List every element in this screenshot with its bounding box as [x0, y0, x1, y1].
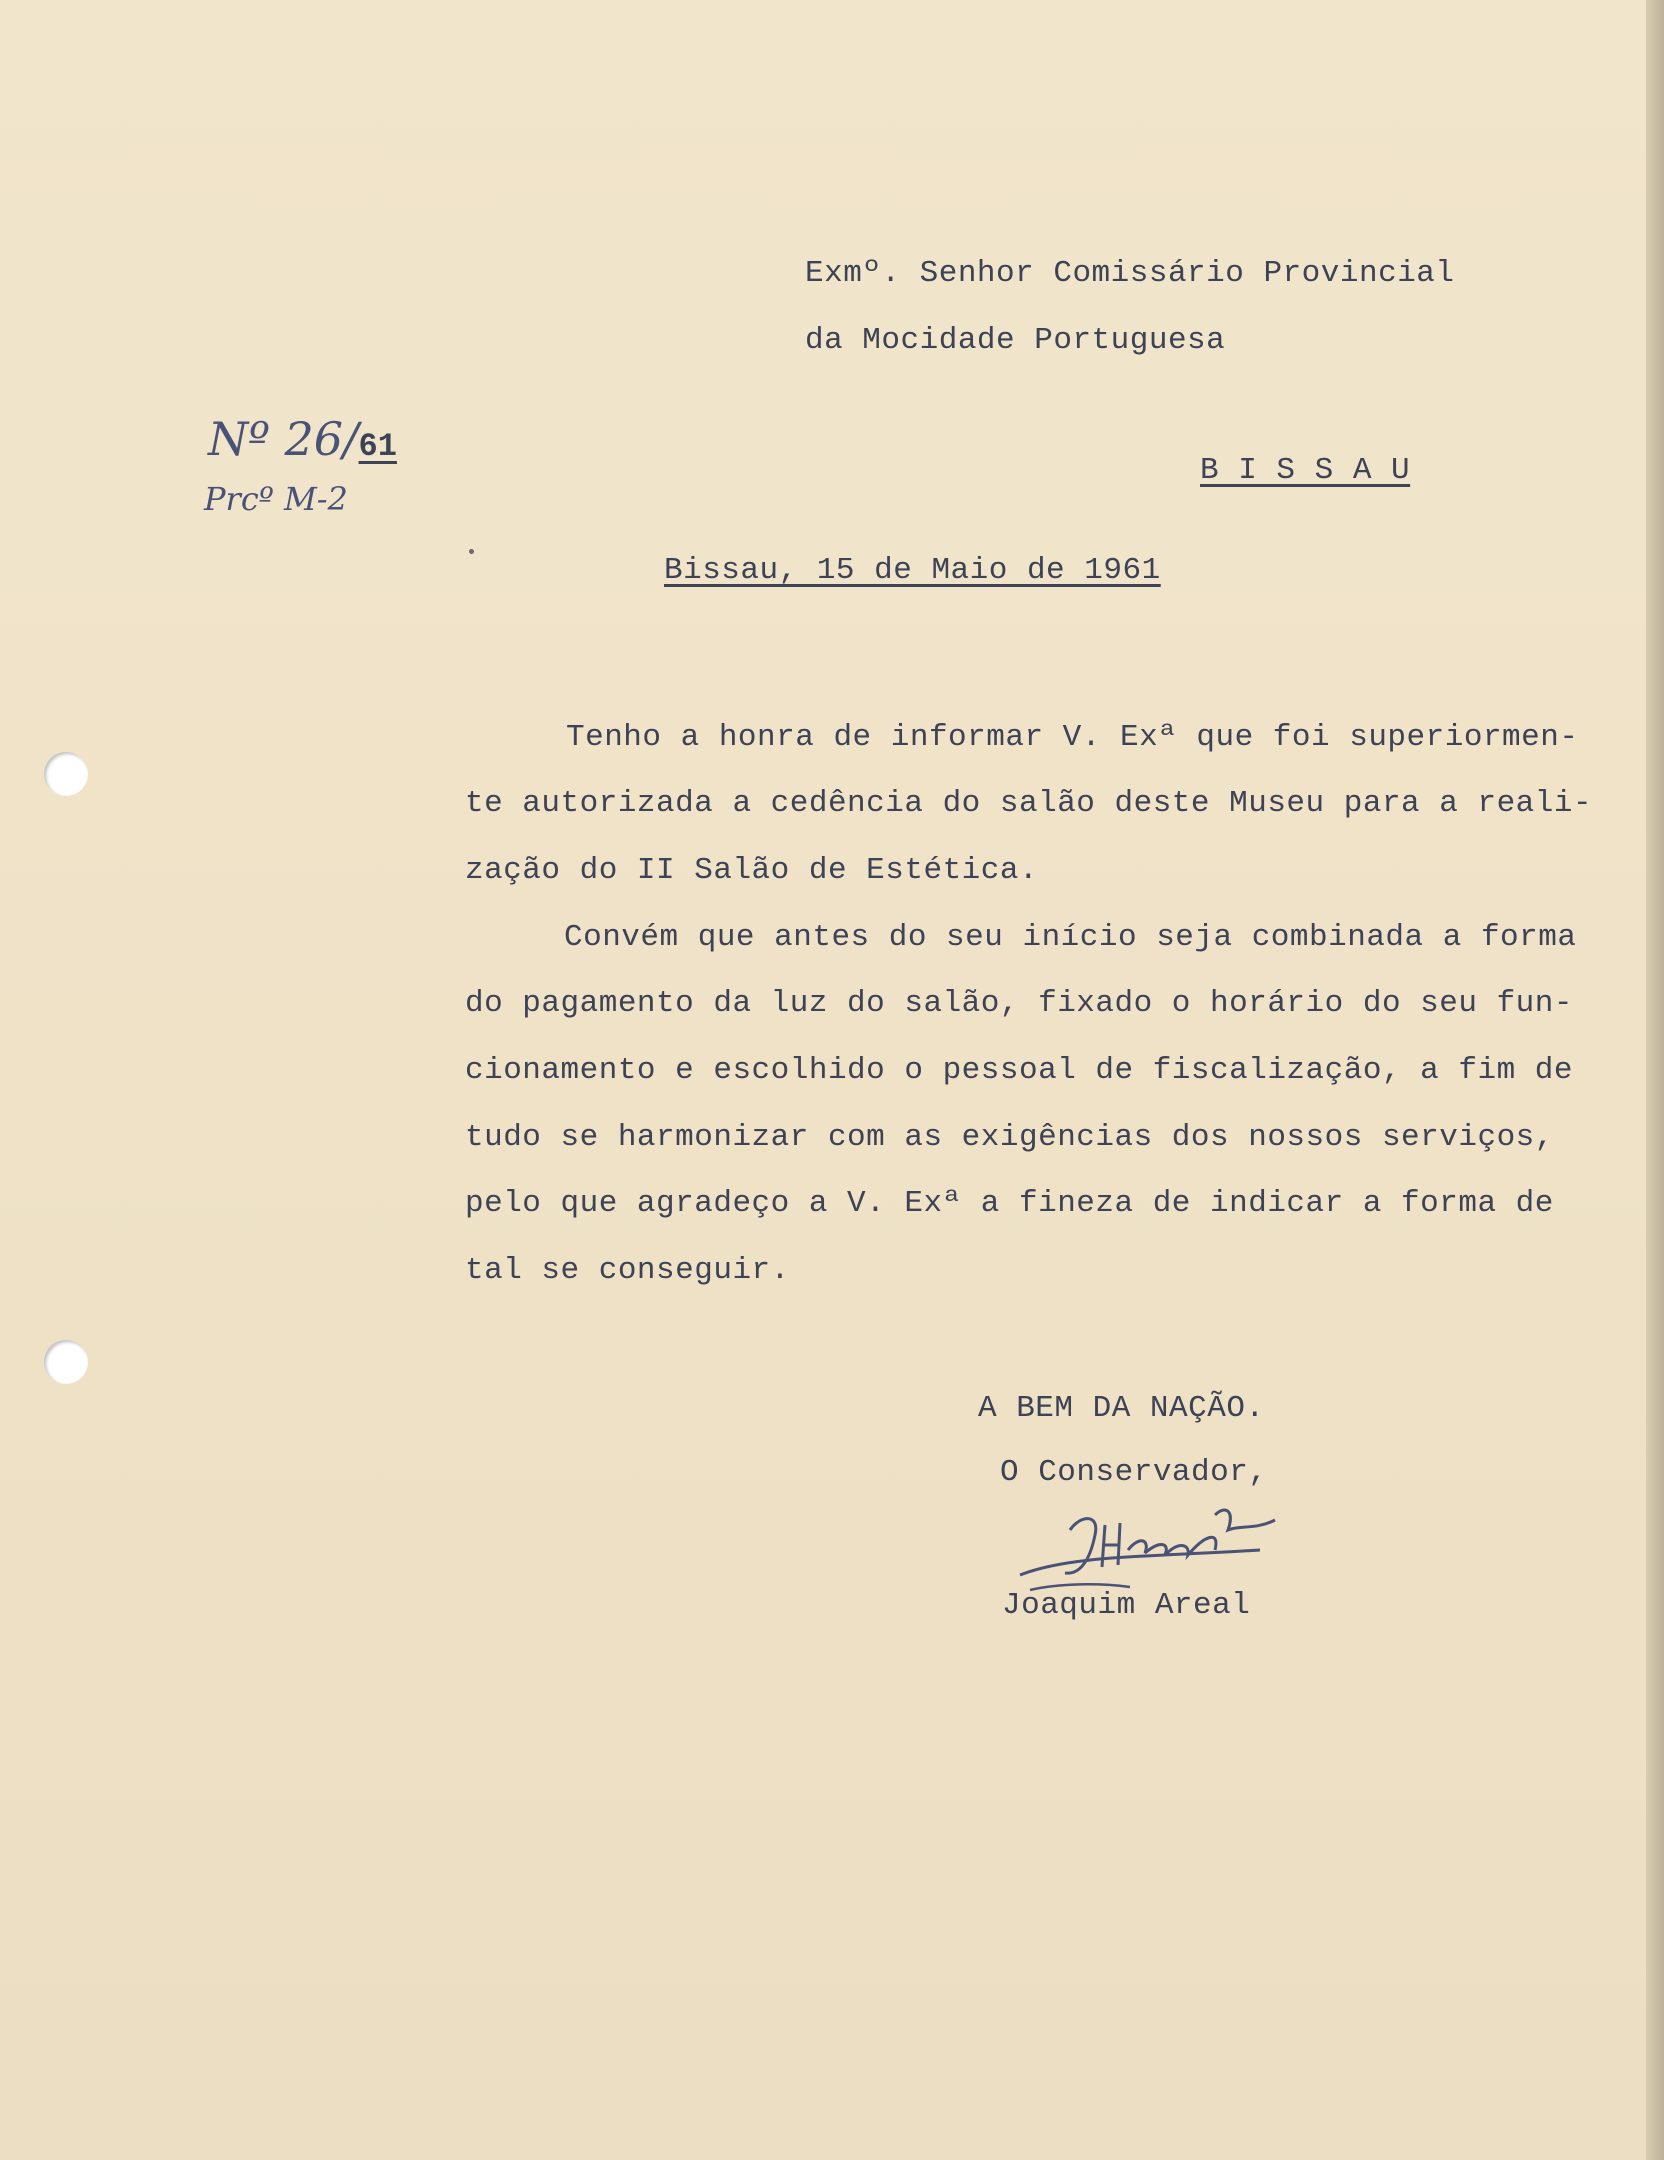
letter-date: Bissau, 15 de Maio de 1961: [664, 553, 1161, 588]
stray-mark: [469, 549, 474, 554]
body-line-8: pelo que agradeço a V. Exª a fineza de indicar a forma de: [465, 1186, 1554, 1221]
recipient-line-1: Exmº. Senhor Comissário Provincial: [805, 256, 1455, 291]
reference-number: [208, 412, 397, 466]
signer-name: Joaquim Areal: [1002, 1588, 1251, 1623]
punch-hole-top: [44, 752, 88, 796]
reference-note: Prcº M-2: [204, 480, 348, 518]
body-line-6: cionamento e escolhido o pessoal de fiscalização, a fim de: [465, 1053, 1573, 1088]
body-line-3: zação do II Salão de Estética.: [465, 853, 1039, 888]
recipient-line-2: da Mocidade Portuguesa: [805, 323, 1226, 358]
reference-year: 61: [358, 428, 397, 465]
body-line-9: tal se conseguir.: [465, 1253, 790, 1288]
body-line-2: te autorizada a cedência do salão deste Museu para a reali-: [465, 786, 1593, 821]
body-line-5: do pagamento da luz do salão, fixado o horário do seu fun-: [465, 986, 1573, 1021]
body-line-4: Convém que antes do seu início seja combinada a forma: [564, 920, 1577, 955]
closing-salutation: A BEM DA NAÇÃO.: [978, 1391, 1265, 1426]
closing-title: O Conservador,: [1000, 1455, 1268, 1490]
reference-number-text: Nº 26/: [208, 412, 359, 466]
body-line-1: Tenho a honra de informar V. Exª que foi superiormen-: [566, 720, 1579, 755]
body-line-7: tudo se harmonizar com as exigências dos nossos serviços,: [465, 1120, 1554, 1155]
page-edge: [1646, 0, 1664, 2160]
recipient-city: B I S S A U: [1200, 453, 1411, 488]
punch-hole-bottom: [44, 1340, 88, 1384]
